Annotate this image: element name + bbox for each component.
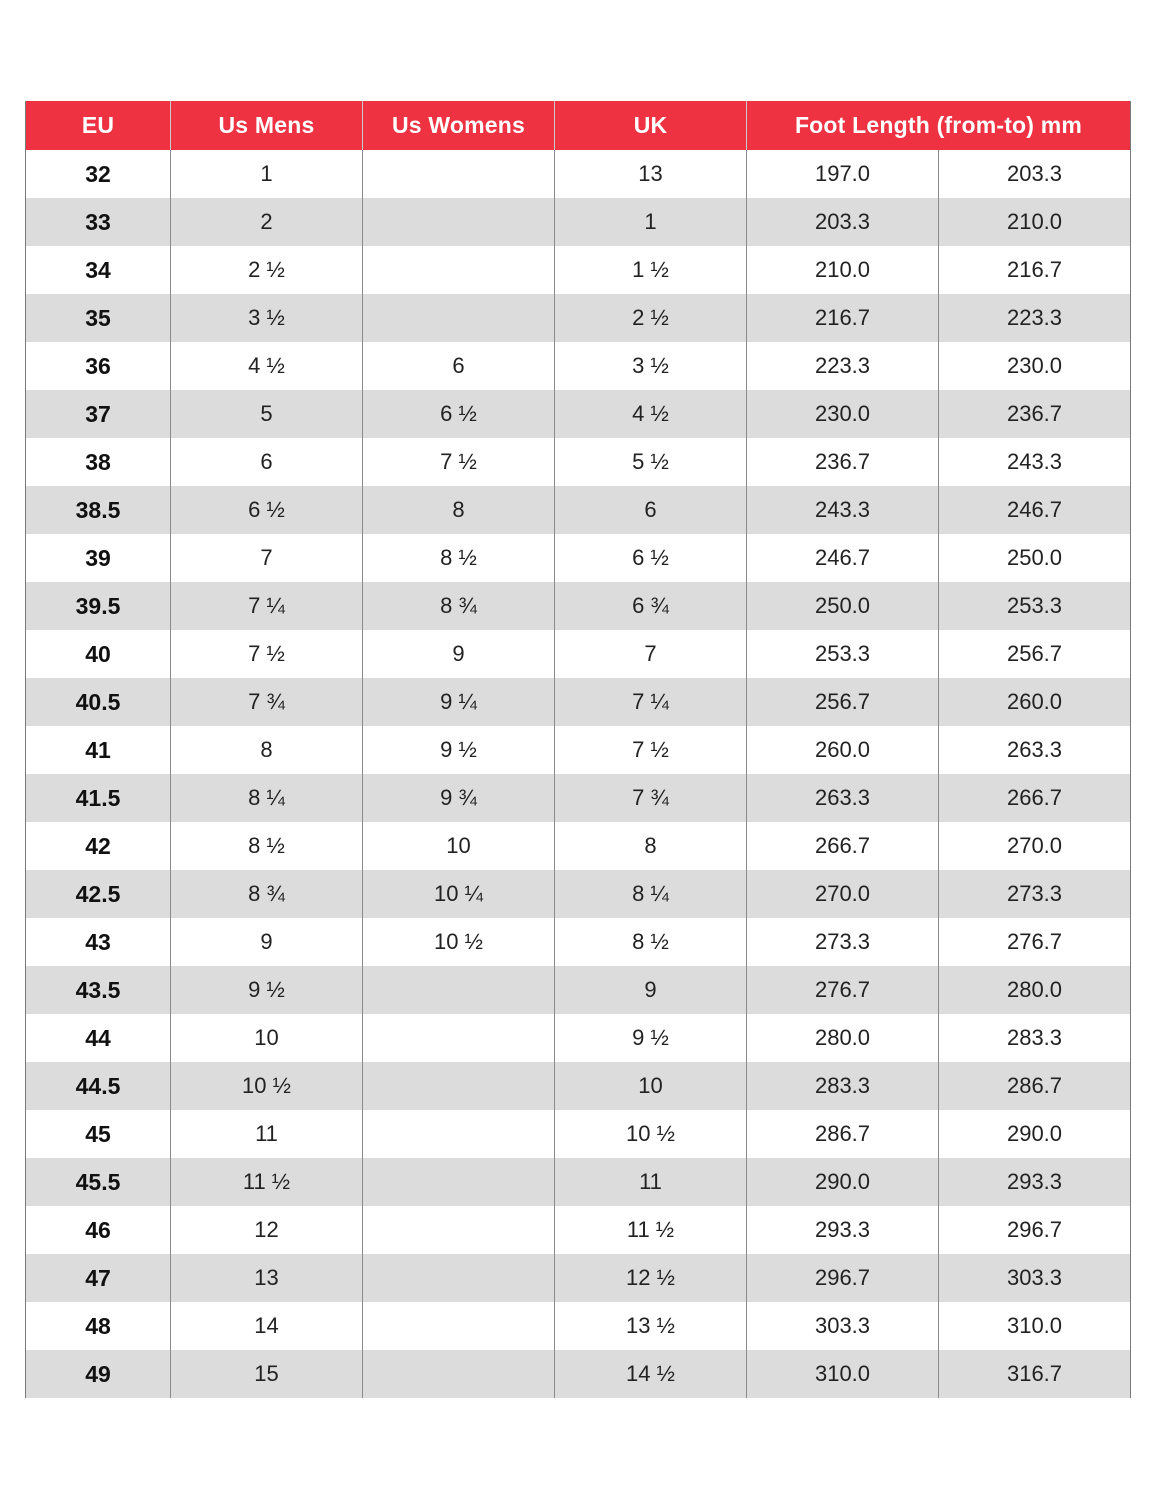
uk-size-cell: 5 ½ [555, 438, 747, 486]
us-mens-cell: 1 [171, 150, 363, 198]
foot-length-to-cell: 236.7 [939, 390, 1131, 438]
foot-length-to-cell: 303.3 [939, 1254, 1131, 1302]
eu-size-cell: 41 [26, 726, 171, 774]
table-row [26, 198, 1131, 246]
table-row [26, 342, 1131, 390]
foot-length-to-cell: 273.3 [939, 870, 1131, 918]
uk-size-cell: 7 ¾ [555, 774, 747, 822]
us-mens-cell: 9 ½ [171, 966, 363, 1014]
foot-length-to-cell: 286.7 [939, 1062, 1131, 1110]
foot-length-to-cell: 223.3 [939, 294, 1131, 342]
foot-length-from-cell: 250.0 [747, 582, 939, 630]
eu-size-cell: 34 [26, 246, 171, 294]
table-row [26, 630, 1131, 678]
eu-size-cell: 38.5 [26, 486, 171, 534]
uk-size-cell: 2 ½ [555, 294, 747, 342]
header-uk: UK [555, 101, 747, 150]
foot-length-to-cell: 253.3 [939, 582, 1131, 630]
table-row [26, 726, 1131, 774]
uk-size-cell: 1 ½ [555, 246, 747, 294]
eu-size-cell: 32 [26, 150, 171, 198]
eu-size-cell: 49 [26, 1350, 171, 1398]
us-womens-cell [363, 246, 555, 294]
us-mens-cell: 10 ½ [171, 1062, 363, 1110]
table-row [26, 1254, 1131, 1302]
us-mens-cell: 8 ½ [171, 822, 363, 870]
foot-length-from-cell: 243.3 [747, 486, 939, 534]
foot-length-to-cell: 310.0 [939, 1302, 1131, 1350]
table-row [26, 870, 1131, 918]
foot-length-to-cell: 243.3 [939, 438, 1131, 486]
eu-size-cell: 36 [26, 342, 171, 390]
eu-size-cell: 45.5 [26, 1158, 171, 1206]
uk-size-cell: 8 ¼ [555, 870, 747, 918]
eu-size-cell: 39 [26, 534, 171, 582]
foot-length-from-cell: 283.3 [747, 1062, 939, 1110]
table-row [26, 438, 1131, 486]
us-womens-cell [363, 198, 555, 246]
eu-size-cell: 45 [26, 1110, 171, 1158]
foot-length-from-cell: 280.0 [747, 1014, 939, 1062]
foot-length-to-cell: 280.0 [939, 966, 1131, 1014]
foot-length-to-cell: 203.3 [939, 150, 1131, 198]
table-row [26, 1302, 1131, 1350]
table-row [26, 966, 1131, 1014]
table-row [26, 534, 1131, 582]
foot-length-to-cell: 296.7 [939, 1206, 1131, 1254]
foot-length-to-cell: 270.0 [939, 822, 1131, 870]
us-mens-cell: 2 [171, 198, 363, 246]
eu-size-cell: 47 [26, 1254, 171, 1302]
us-womens-cell [363, 1302, 555, 1350]
us-mens-cell: 2 ½ [171, 246, 363, 294]
us-mens-cell: 7 ¾ [171, 678, 363, 726]
us-womens-cell [363, 1206, 555, 1254]
foot-length-from-cell: 197.0 [747, 150, 939, 198]
us-womens-cell [363, 1254, 555, 1302]
us-mens-cell: 14 [171, 1302, 363, 1350]
header-us-womens: Us Womens [363, 101, 555, 150]
foot-length-from-cell: 273.3 [747, 918, 939, 966]
eu-size-cell: 44.5 [26, 1062, 171, 1110]
uk-size-cell: 8 ½ [555, 918, 747, 966]
us-womens-cell: 10 [363, 822, 555, 870]
table-row [26, 1110, 1131, 1158]
us-mens-cell: 5 [171, 390, 363, 438]
uk-size-cell: 7 ¼ [555, 678, 747, 726]
eu-size-cell: 42.5 [26, 870, 171, 918]
eu-size-cell: 39.5 [26, 582, 171, 630]
us-mens-cell: 9 [171, 918, 363, 966]
foot-length-to-cell: 263.3 [939, 726, 1131, 774]
eu-size-cell: 41.5 [26, 774, 171, 822]
uk-size-cell: 7 [555, 630, 747, 678]
foot-length-to-cell: 250.0 [939, 534, 1131, 582]
foot-length-to-cell: 256.7 [939, 630, 1131, 678]
table-row [26, 678, 1131, 726]
us-womens-cell: 8 [363, 486, 555, 534]
foot-length-from-cell: 236.7 [747, 438, 939, 486]
eu-size-cell: 43.5 [26, 966, 171, 1014]
uk-size-cell: 10 ½ [555, 1110, 747, 1158]
foot-length-from-cell: 210.0 [747, 246, 939, 294]
foot-length-from-cell: 216.7 [747, 294, 939, 342]
us-womens-cell: 8 ½ [363, 534, 555, 582]
us-mens-cell: 7 [171, 534, 363, 582]
uk-size-cell: 8 [555, 822, 747, 870]
uk-size-cell: 13 ½ [555, 1302, 747, 1350]
foot-length-from-cell: 203.3 [747, 198, 939, 246]
foot-length-to-cell: 210.0 [939, 198, 1131, 246]
uk-size-cell: 11 [555, 1158, 747, 1206]
us-womens-cell [363, 1158, 555, 1206]
us-womens-cell [363, 150, 555, 198]
foot-length-from-cell: 223.3 [747, 342, 939, 390]
header-row [26, 101, 1131, 150]
table-row [26, 1206, 1131, 1254]
foot-length-to-cell: 260.0 [939, 678, 1131, 726]
foot-length-to-cell: 293.3 [939, 1158, 1131, 1206]
eu-size-cell: 40 [26, 630, 171, 678]
us-womens-cell: 9 ½ [363, 726, 555, 774]
us-mens-cell: 15 [171, 1350, 363, 1398]
eu-size-cell: 35 [26, 294, 171, 342]
foot-length-to-cell: 246.7 [939, 486, 1131, 534]
us-mens-cell: 7 ¼ [171, 582, 363, 630]
table-body [26, 150, 1131, 1398]
table-row [26, 582, 1131, 630]
foot-length-from-cell: 290.0 [747, 1158, 939, 1206]
eu-size-cell: 33 [26, 198, 171, 246]
foot-length-from-cell: 263.3 [747, 774, 939, 822]
us-mens-cell: 7 ½ [171, 630, 363, 678]
foot-length-from-cell: 296.7 [747, 1254, 939, 1302]
us-womens-cell: 9 ¾ [363, 774, 555, 822]
foot-length-to-cell: 316.7 [939, 1350, 1131, 1398]
us-womens-cell [363, 1014, 555, 1062]
uk-size-cell: 14 ½ [555, 1350, 747, 1398]
us-womens-cell [363, 1110, 555, 1158]
uk-size-cell: 9 [555, 966, 747, 1014]
foot-length-from-cell: 303.3 [747, 1302, 939, 1350]
eu-size-cell: 44 [26, 1014, 171, 1062]
foot-length-from-cell: 246.7 [747, 534, 939, 582]
us-mens-cell: 12 [171, 1206, 363, 1254]
foot-length-from-cell: 276.7 [747, 966, 939, 1014]
table-row [26, 294, 1131, 342]
us-mens-cell: 6 [171, 438, 363, 486]
foot-length-from-cell: 270.0 [747, 870, 939, 918]
uk-size-cell: 12 ½ [555, 1254, 747, 1302]
foot-length-from-cell: 310.0 [747, 1350, 939, 1398]
us-mens-cell: 10 [171, 1014, 363, 1062]
table-row [26, 390, 1131, 438]
table-row [26, 1350, 1131, 1398]
uk-size-cell: 6 ½ [555, 534, 747, 582]
uk-size-cell: 11 ½ [555, 1206, 747, 1254]
eu-size-cell: 42 [26, 822, 171, 870]
uk-size-cell: 13 [555, 150, 747, 198]
eu-size-cell: 46 [26, 1206, 171, 1254]
us-womens-cell: 10 ½ [363, 918, 555, 966]
uk-size-cell: 3 ½ [555, 342, 747, 390]
us-mens-cell: 4 ½ [171, 342, 363, 390]
foot-length-to-cell: 283.3 [939, 1014, 1131, 1062]
size-chart-table [25, 101, 1131, 1398]
uk-size-cell: 1 [555, 198, 747, 246]
foot-length-from-cell: 256.7 [747, 678, 939, 726]
eu-size-cell: 37 [26, 390, 171, 438]
table-row [26, 918, 1131, 966]
us-mens-cell: 8 ¾ [171, 870, 363, 918]
table-row [26, 1014, 1131, 1062]
header-foot-length: Foot Length (from-to) mm [747, 101, 1131, 150]
us-mens-cell: 8 ¼ [171, 774, 363, 822]
foot-length-to-cell: 230.0 [939, 342, 1131, 390]
foot-length-to-cell: 216.7 [939, 246, 1131, 294]
foot-length-from-cell: 286.7 [747, 1110, 939, 1158]
us-mens-cell: 3 ½ [171, 294, 363, 342]
header-us-mens: Us Mens [171, 101, 363, 150]
us-womens-cell: 8 ¾ [363, 582, 555, 630]
foot-length-from-cell: 293.3 [747, 1206, 939, 1254]
uk-size-cell: 10 [555, 1062, 747, 1110]
us-womens-cell [363, 294, 555, 342]
header-eu: EU [26, 101, 171, 150]
us-womens-cell: 10 ¼ [363, 870, 555, 918]
foot-length-from-cell: 260.0 [747, 726, 939, 774]
foot-length-to-cell: 290.0 [939, 1110, 1131, 1158]
table-row [26, 822, 1131, 870]
table-row [26, 246, 1131, 294]
eu-size-cell: 38 [26, 438, 171, 486]
foot-length-from-cell: 230.0 [747, 390, 939, 438]
uk-size-cell: 9 ½ [555, 1014, 747, 1062]
us-womens-cell [363, 966, 555, 1014]
uk-size-cell: 6 ¾ [555, 582, 747, 630]
table-row [26, 1062, 1131, 1110]
us-mens-cell: 8 [171, 726, 363, 774]
foot-length-to-cell: 266.7 [939, 774, 1131, 822]
us-mens-cell: 11 ½ [171, 1158, 363, 1206]
us-womens-cell: 9 [363, 630, 555, 678]
foot-length-from-cell: 266.7 [747, 822, 939, 870]
uk-size-cell: 4 ½ [555, 390, 747, 438]
us-womens-cell: 6 [363, 342, 555, 390]
uk-size-cell: 7 ½ [555, 726, 747, 774]
us-mens-cell: 13 [171, 1254, 363, 1302]
table-row [26, 150, 1131, 198]
foot-length-to-cell: 276.7 [939, 918, 1131, 966]
us-womens-cell [363, 1062, 555, 1110]
us-womens-cell: 6 ½ [363, 390, 555, 438]
eu-size-cell: 43 [26, 918, 171, 966]
foot-length-from-cell: 253.3 [747, 630, 939, 678]
us-womens-cell: 7 ½ [363, 438, 555, 486]
table-row [26, 1158, 1131, 1206]
table-row [26, 774, 1131, 822]
us-womens-cell: 9 ¼ [363, 678, 555, 726]
us-mens-cell: 6 ½ [171, 486, 363, 534]
uk-size-cell: 6 [555, 486, 747, 534]
eu-size-cell: 40.5 [26, 678, 171, 726]
table-row [26, 486, 1131, 534]
eu-size-cell: 48 [26, 1302, 171, 1350]
us-mens-cell: 11 [171, 1110, 363, 1158]
us-womens-cell [363, 1350, 555, 1398]
table-header [26, 101, 1131, 150]
